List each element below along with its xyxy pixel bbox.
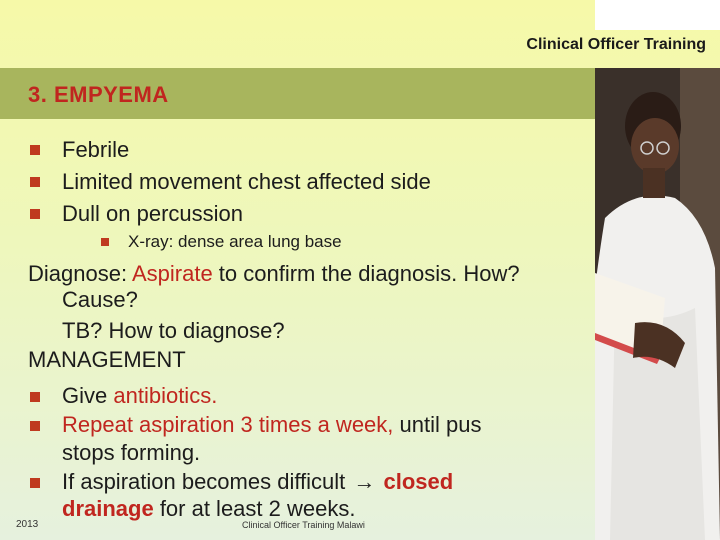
repeat-rest: until pus [393,412,482,437]
diagnose-rest: to confirm the diagnosis. How? [212,261,520,286]
management-heading: MANAGEMENT [28,347,186,372]
sub-bullet-xray: X-ray: dense area lung base [128,232,342,251]
bullet-marker [30,421,40,431]
footer-year: 2013 [16,519,39,530]
right-arrow-icon: → [353,469,376,494]
drainage-pre: If aspiration becomes difficult [62,469,352,494]
bullet-item-dull-percussion: Dull on percussion [62,201,243,226]
bullet-marker [30,209,40,219]
bullet-marker [30,177,40,187]
bullet-item-febrile: Febrile [62,137,130,162]
header-text: Clinical Officer Training [526,36,706,53]
management-item-drainage-line2 [62,496,355,522]
bullet-item-limited-movement: Limited movement chest affected side [62,169,431,194]
management-item-repeat-line2: stops forming. [62,440,201,465]
top-white-block [595,0,720,30]
management-item-drainage [62,469,453,495]
diagnose-tb: TB? How to diagnose? [62,318,285,343]
closed-term: closed [377,469,454,494]
aspirate-term: Aspirate [131,261,213,286]
bullet-marker [30,478,40,488]
management-item-antibiotics [62,383,217,409]
sub-bullet-marker [101,238,109,246]
management-item-repeat [62,412,481,438]
antibiotics-term: antibiotics. [113,383,218,408]
drainage-term: drainage [62,496,154,521]
antibiotics-pre: Give [62,383,114,408]
bullet-marker [30,145,40,155]
bullet-marker [30,392,40,402]
diagnose-cause: Cause? [62,287,138,312]
drainage-rest: for at least 2 weeks. [153,496,356,521]
photo-illustration [595,68,720,540]
nurse-reading-photo [595,68,720,540]
footer-center: Clinical Officer Training Malawi [242,520,365,530]
diagnose-colon: : [120,261,132,286]
slide-title: 3. EMPYEMA [28,82,169,107]
diagnose-label: Diagnose [28,261,121,286]
diagnose-line [28,261,520,287]
repeat-aspiration-term: Repeat aspiration 3 times a week, [62,412,394,437]
